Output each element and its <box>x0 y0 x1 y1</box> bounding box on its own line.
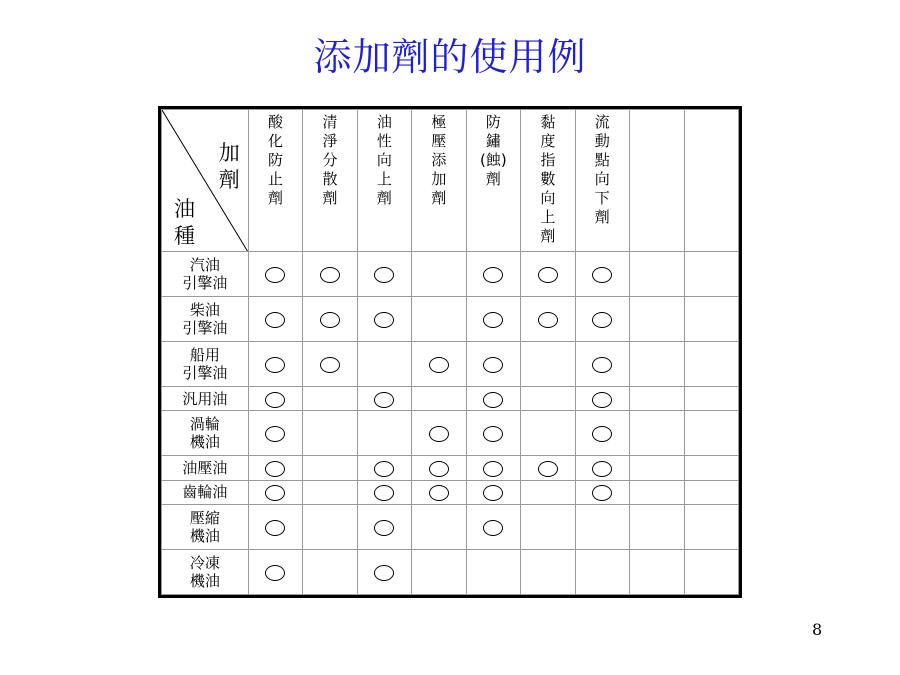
usage-cell <box>575 297 629 342</box>
oil-type-label: 油壓油 <box>182 458 228 477</box>
usage-cell <box>521 387 575 411</box>
corner-top-char: 劑 <box>218 168 240 192</box>
usage-mark-circle <box>592 267 612 283</box>
usage-cell <box>248 480 302 504</box>
column-header-char: 添 <box>431 151 447 169</box>
column-header-label <box>358 110 411 208</box>
usage-cell <box>303 252 357 297</box>
column-header-char: 分 <box>322 151 338 169</box>
oil-type-label: 船用 <box>189 346 220 364</box>
column-header-char: 上 <box>540 208 556 226</box>
column-header <box>630 110 684 252</box>
column-header-char: 化 <box>267 132 283 150</box>
column-header-char: 劑 <box>540 227 556 245</box>
usage-mark-circle <box>538 312 558 328</box>
column-header-char: 壓 <box>431 132 447 150</box>
column-header-char: 向 <box>376 151 392 169</box>
column-header-char: 黏 <box>540 113 556 131</box>
usage-mark-circle <box>429 485 449 501</box>
column-header-char: 鏽 <box>485 132 501 150</box>
usage-cell <box>412 387 466 411</box>
usage-mark-circle <box>483 312 503 328</box>
column-header-char: 酸 <box>267 113 283 131</box>
usage-cell <box>248 342 302 387</box>
usage-cell <box>412 342 466 387</box>
usage-mark-circle <box>592 357 612 373</box>
usage-cell <box>684 342 739 387</box>
usage-cell <box>630 252 684 297</box>
column-header-char: 下 <box>594 189 610 207</box>
column-header-char: 指 <box>540 151 556 169</box>
column-header-char: 防 <box>485 113 501 131</box>
usage-cell <box>630 297 684 342</box>
column-header-char: 度 <box>540 132 556 150</box>
usage-cell <box>521 411 575 456</box>
usage-cell <box>303 549 357 594</box>
usage-cell <box>575 387 629 411</box>
page-number: 8 <box>812 620 823 639</box>
column-header-char: 劑 <box>267 189 283 207</box>
usage-cell <box>248 411 302 456</box>
column-header-char: 極 <box>431 113 447 131</box>
usage-mark-circle <box>265 485 285 501</box>
usage-mark-circle <box>592 392 612 408</box>
usage-cell <box>357 480 411 504</box>
column-header-char: 向 <box>540 189 556 207</box>
column-header-char: 劑 <box>594 208 610 226</box>
usage-cell <box>412 504 466 549</box>
column-header <box>357 110 411 252</box>
column-header-label <box>685 110 739 113</box>
column-header <box>575 110 629 252</box>
oil-type-cell <box>162 480 249 504</box>
table-row <box>162 411 739 456</box>
usage-mark-circle <box>265 267 285 283</box>
usage-mark-circle <box>538 461 558 477</box>
table-row <box>162 549 739 594</box>
usage-cell <box>357 387 411 411</box>
oil-type-cell <box>162 549 249 594</box>
column-header-char: (蝕) <box>480 151 507 169</box>
column-header-char: 油 <box>376 113 392 131</box>
usage-cell <box>521 549 575 594</box>
usage-cell <box>412 456 466 480</box>
oil-type-label: 渦輪 <box>189 415 220 434</box>
usage-grid <box>161 109 739 595</box>
usage-mark-circle <box>592 485 612 501</box>
usage-mark-circle <box>265 392 285 408</box>
oil-type-label: 冷凍 <box>189 553 220 572</box>
usage-mark-circle <box>483 357 503 373</box>
table-row <box>162 387 739 411</box>
usage-cell <box>303 504 357 549</box>
usage-cell <box>303 411 357 456</box>
corner-bottom-label <box>174 196 195 250</box>
corner-top-char: 加 <box>218 141 240 165</box>
column-header <box>412 110 466 252</box>
additive-usage-table <box>158 106 742 598</box>
usage-mark-circle <box>374 485 394 501</box>
usage-cell <box>630 480 684 504</box>
corner-bottom-char: 油 <box>174 197 195 221</box>
usage-cell <box>630 342 684 387</box>
table-row <box>162 456 739 480</box>
table-row <box>162 342 739 387</box>
usage-cell <box>630 456 684 480</box>
usage-cell <box>575 342 629 387</box>
usage-cell <box>521 480 575 504</box>
usage-cell <box>630 504 684 549</box>
usage-cell <box>521 504 575 549</box>
table-row <box>162 252 739 297</box>
oil-type-label: 齒輪油 <box>182 483 228 502</box>
oil-type-cell <box>162 252 249 297</box>
corner-bottom-char: 種 <box>174 224 195 248</box>
oil-type-label: 機油 <box>189 526 220 545</box>
usage-mark-circle <box>374 267 394 283</box>
usage-cell <box>357 504 411 549</box>
column-header-label <box>249 110 302 208</box>
usage-mark-circle <box>429 461 449 477</box>
usage-cell <box>412 252 466 297</box>
usage-cell <box>357 297 411 342</box>
usage-cell <box>575 480 629 504</box>
usage-mark-circle <box>483 520 503 536</box>
usage-cell <box>303 456 357 480</box>
usage-cell <box>248 387 302 411</box>
usage-mark-circle <box>592 312 612 328</box>
usage-cell <box>521 342 575 387</box>
usage-cell <box>357 549 411 594</box>
oil-type-cell <box>162 342 249 387</box>
usage-cell <box>466 387 520 411</box>
usage-mark-circle <box>374 461 394 477</box>
oil-type-label: 柴油 <box>189 301 220 319</box>
table-row <box>162 480 739 504</box>
column-header-char: 止 <box>267 170 283 188</box>
usage-cell <box>303 342 357 387</box>
usage-cell <box>575 504 629 549</box>
usage-cell <box>248 252 302 297</box>
usage-mark-circle <box>265 312 285 328</box>
usage-mark-circle <box>265 357 285 373</box>
usage-cell <box>575 252 629 297</box>
usage-cell <box>248 456 302 480</box>
usage-cell <box>630 387 684 411</box>
usage-cell <box>466 480 520 504</box>
usage-cell <box>248 504 302 549</box>
column-header <box>248 110 302 252</box>
column-header-char: 劑 <box>376 189 392 207</box>
usage-cell <box>412 549 466 594</box>
usage-cell <box>684 297 739 342</box>
usage-cell <box>684 480 739 504</box>
usage-cell <box>466 504 520 549</box>
usage-mark-circle <box>592 426 612 442</box>
page-title: 添加劑的使用例 <box>313 35 587 79</box>
usage-cell <box>684 411 739 456</box>
column-header-char: 防 <box>267 151 283 169</box>
column-header-char: 性 <box>376 132 392 150</box>
usage-cell <box>466 456 520 480</box>
usage-mark-circle <box>374 565 394 581</box>
usage-cell <box>357 456 411 480</box>
column-header-char: 散 <box>322 170 338 188</box>
usage-cell <box>357 342 411 387</box>
column-header-char: 淨 <box>322 132 338 150</box>
usage-mark-circle <box>429 357 449 373</box>
oil-type-label: 汽油 <box>189 256 220 274</box>
column-header-label <box>576 110 629 227</box>
usage-cell <box>684 252 739 297</box>
column-header-label <box>521 110 574 246</box>
usage-cell <box>684 456 739 480</box>
usage-cell <box>248 549 302 594</box>
usage-mark-circle <box>265 426 285 442</box>
column-header-char: 加 <box>431 170 447 188</box>
column-header-char: 劑 <box>431 189 447 207</box>
usage-cell <box>303 480 357 504</box>
usage-cell <box>575 549 629 594</box>
usage-cell <box>521 297 575 342</box>
oil-type-label: 引擎油 <box>182 364 228 382</box>
oil-type-label: 引擎油 <box>182 319 228 337</box>
column-header-char: 動 <box>594 132 610 150</box>
usage-cell <box>412 411 466 456</box>
usage-cell <box>521 252 575 297</box>
column-header-char: 上 <box>376 170 392 188</box>
usage-mark-circle <box>483 392 503 408</box>
usage-cell <box>466 342 520 387</box>
usage-mark-circle <box>538 267 558 283</box>
oil-type-cell <box>162 387 249 411</box>
oil-type-label: 機油 <box>189 571 220 590</box>
usage-cell <box>466 411 520 456</box>
usage-mark-circle <box>592 461 612 477</box>
column-header-char: 向 <box>594 170 610 188</box>
table-row <box>162 504 739 549</box>
usage-mark-circle <box>483 426 503 442</box>
oil-type-label: 機油 <box>189 433 220 452</box>
oil-type-label: 引擎油 <box>182 274 228 292</box>
usage-cell <box>521 456 575 480</box>
table-row <box>162 297 739 342</box>
column-header-label <box>303 110 356 208</box>
oil-type-cell <box>162 456 249 480</box>
column-header <box>684 110 739 252</box>
usage-cell <box>303 387 357 411</box>
usage-mark-circle <box>320 357 340 373</box>
corner-cell <box>162 110 249 252</box>
column-header-char: 流 <box>594 113 610 131</box>
usage-cell <box>357 252 411 297</box>
usage-mark-circle <box>483 485 503 501</box>
usage-cell <box>466 297 520 342</box>
column-header-char: 數 <box>540 170 556 188</box>
usage-cell <box>575 456 629 480</box>
column-header-label <box>630 110 683 113</box>
header-row <box>162 110 739 252</box>
usage-cell <box>412 480 466 504</box>
column-header <box>466 110 520 252</box>
oil-type-cell <box>162 297 249 342</box>
usage-mark-circle <box>374 520 394 536</box>
usage-cell <box>684 549 739 594</box>
column-header-char: 點 <box>594 151 610 169</box>
column-header-char: 清 <box>322 113 338 131</box>
usage-cell <box>630 411 684 456</box>
oil-type-cell <box>162 504 249 549</box>
column-header-label <box>467 110 520 189</box>
usage-cell <box>630 549 684 594</box>
oil-type-label: 汎用油 <box>182 389 228 408</box>
usage-cell <box>412 297 466 342</box>
usage-mark-circle <box>483 461 503 477</box>
usage-cell <box>684 504 739 549</box>
usage-mark-circle <box>320 267 340 283</box>
column-header-label <box>412 110 465 208</box>
usage-mark-circle <box>265 461 285 477</box>
usage-cell <box>357 411 411 456</box>
oil-type-cell <box>162 411 249 456</box>
usage-mark-circle <box>374 312 394 328</box>
column-header <box>303 110 357 252</box>
usage-cell <box>303 297 357 342</box>
usage-mark-circle <box>429 426 449 442</box>
column-header-char: 劑 <box>485 170 501 188</box>
usage-mark-circle <box>374 392 394 408</box>
usage-mark-circle <box>265 520 285 536</box>
corner-top-label <box>219 140 240 194</box>
usage-cell <box>466 549 520 594</box>
usage-cell <box>684 387 739 411</box>
oil-type-label: 壓縮 <box>189 508 220 527</box>
column-header-char: 劑 <box>322 189 338 207</box>
usage-mark-circle <box>265 565 285 581</box>
column-header <box>521 110 575 252</box>
usage-cell <box>466 252 520 297</box>
usage-mark-circle <box>483 267 503 283</box>
usage-cell <box>248 297 302 342</box>
usage-mark-circle <box>320 312 340 328</box>
usage-cell <box>575 411 629 456</box>
